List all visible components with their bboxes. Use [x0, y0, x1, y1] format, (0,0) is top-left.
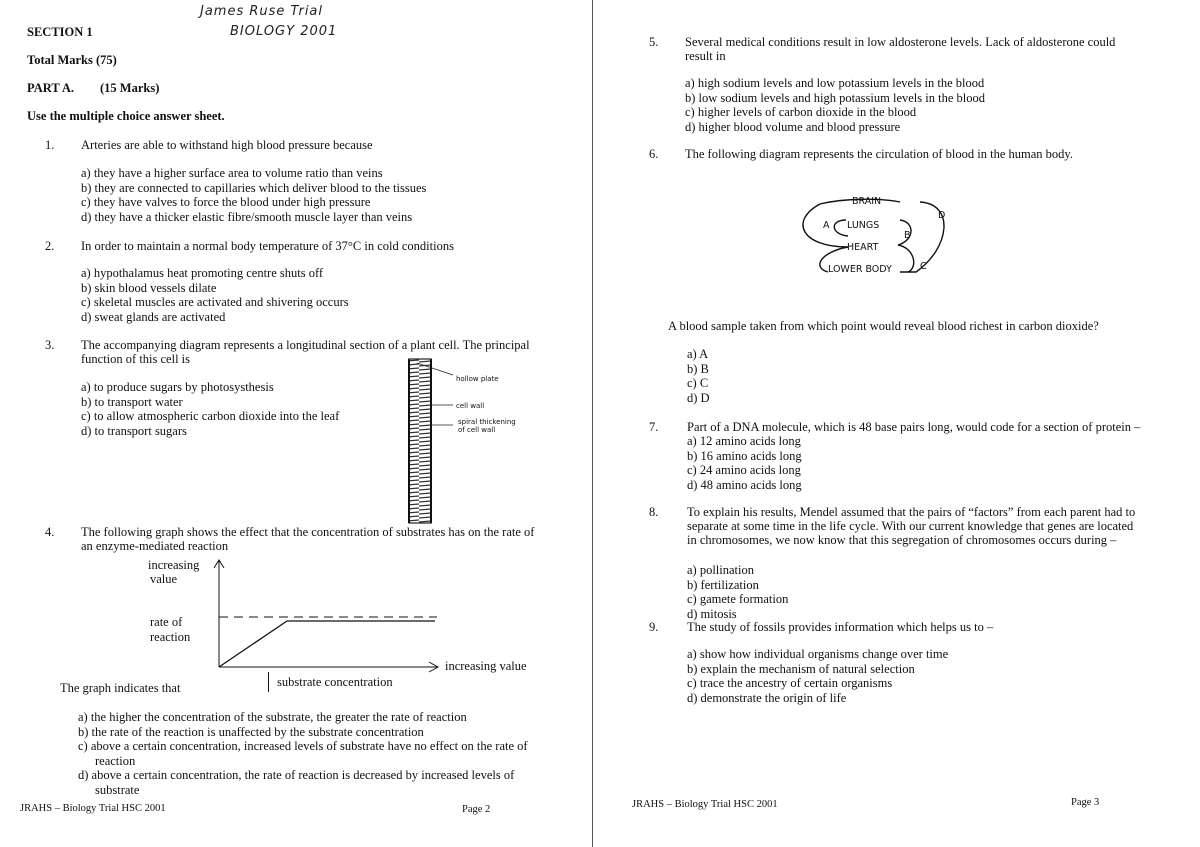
- q6-option-b: b) B: [687, 361, 709, 376]
- page-divider: [592, 0, 593, 847]
- q3-text-2: function of this cell is: [81, 352, 191, 366]
- part-marks: (15 Marks): [100, 81, 160, 95]
- graph-y-label-1: rate of: [150, 615, 183, 629]
- q2-option-b: b) skin blood vessels dilate: [81, 280, 217, 295]
- handwritten-title: James Ruse Trial: [200, 4, 324, 19]
- label-point-c: C: [920, 261, 927, 272]
- q8-options: [687, 563, 788, 621]
- q7-number: 7.: [649, 420, 659, 434]
- q4-option-c: c) above a certain concentration, increased levels of substrate have no effect on the rate of: [78, 739, 528, 753]
- q5-option-d: d) higher blood volume and blood pressure: [685, 119, 901, 134]
- label-brain: BRAIN: [852, 196, 882, 207]
- q4-option-c-cont: reaction: [95, 753, 136, 768]
- q3-number: 3.: [45, 338, 55, 352]
- q1-option-a: a) they have a higher surface area to volume ratio than veins: [81, 166, 383, 180]
- q2-option-d: d) sweat glands are activated: [81, 309, 226, 324]
- q8-text-1: To explain his results, Mendel assumed that the pairs of “factors” from each parent had to: [687, 505, 1136, 519]
- graph-y-top-2: value: [150, 572, 178, 586]
- q6-option-a: a) A: [687, 347, 709, 361]
- total-marks: Total Marks (75): [27, 53, 117, 67]
- q6-text: The following diagram represents the circulation of blood in the human body.: [685, 147, 1073, 161]
- q5-option-b: b) low sodium levels and high potassium levels in the blood: [685, 90, 985, 105]
- q9-option-b: b) explain the mechanism of natural selection: [687, 661, 915, 676]
- graph-indicates: The graph indicates that: [60, 681, 181, 695]
- q2-options: [81, 266, 349, 324]
- q5-option-a: a) high sodium levels and low potassium levels in the blood: [685, 76, 985, 90]
- label-point-d: D: [938, 210, 946, 221]
- q6-option-c: c) C: [687, 376, 709, 390]
- q4-option-a: a) the higher the concentration of the substrate, the greater the rate of reaction: [78, 710, 467, 724]
- enzyme-rate-graph: [205, 555, 445, 675]
- label-point-a: A: [823, 220, 830, 231]
- right-page-number: Page 3: [1071, 797, 1100, 808]
- q6-option-d: d) D: [687, 390, 710, 405]
- q4-number: 4.: [45, 525, 55, 539]
- q7-options: [687, 434, 802, 492]
- q1-options: [81, 166, 426, 224]
- left-page-number: Page 2: [462, 804, 491, 815]
- q2-option-a: a) hypothalamus heat promoting centre shuts off: [81, 266, 324, 280]
- graph-rate-curve: [219, 621, 435, 667]
- xylem-cell: [409, 359, 431, 523]
- q7-option-d: d) 48 amino acids long: [687, 477, 802, 492]
- graph-y-label-2: reaction: [150, 630, 191, 644]
- q4-option-d-cont: substrate: [95, 782, 140, 797]
- q2-option-c: c) skeletal muscles are activated and shivering occurs: [81, 295, 349, 309]
- q6-question: A blood sample taken from which point would reveal blood richest in carbon dioxide?: [668, 319, 1099, 333]
- q2-text: In order to maintain a normal body temperature of 37°C in cold conditions: [81, 239, 454, 253]
- q8-text-2: separate at some time in the life cycle. With our current knowledge that genes are located: [687, 519, 1134, 533]
- section-heading: SECTION 1: [27, 25, 93, 39]
- q4-text-2: an enzyme-mediated reaction: [81, 539, 229, 553]
- q8-number: 8.: [649, 505, 659, 519]
- q4-text-1: The following graph shows the effect that the concentration of substrates has on the rate of: [81, 525, 535, 539]
- q1-text: Arteries are able to withstand high blood pressure because: [81, 138, 373, 152]
- graph-y-top-1: increasing: [148, 558, 200, 572]
- label-spiral-1: spiral thickening: [458, 418, 516, 426]
- q3-options: [81, 380, 339, 438]
- label-heart: HEART: [847, 242, 879, 253]
- q6-options: [687, 347, 710, 405]
- q7-option-a: a) 12 amino acids long: [687, 434, 801, 448]
- label-point-b: B: [904, 230, 911, 241]
- graph-x-right-label: increasing value: [445, 659, 527, 673]
- q3-option-b: b) to transport water: [81, 394, 183, 409]
- right-footer: JRAHS – Biology Trial HSC 2001: [632, 799, 778, 810]
- q8-option-b: b) fertilization: [687, 577, 759, 592]
- q5-number: 5.: [649, 35, 659, 49]
- q1-number: 1.: [45, 138, 55, 152]
- q6-number: 6.: [649, 147, 659, 161]
- q4-option-b: b) the rate of the reaction is unaffected by the substrate concentration: [78, 724, 424, 739]
- q1-option-b: b) they are connected to capillaries which deliver blood to the tissues: [81, 180, 427, 195]
- q2-number: 2.: [45, 239, 55, 253]
- q7-option-b: b) 16 amino acids long: [687, 448, 802, 463]
- q9-option-c: c) trace the ancestry of certain organisms: [687, 676, 893, 690]
- q3-text-1: The accompanying diagram represents a longitudinal section of a plant cell. The principal: [81, 338, 530, 352]
- q9-text: The study of fossils provides information which helps us to –: [687, 620, 994, 634]
- label-cell-wall: cell wall: [456, 402, 485, 410]
- handwritten-subject: BIOLOGY 2001: [230, 24, 338, 39]
- q7-text: Part of a DNA molecule, which is 48 base pairs long, would code for a section of protein –: [687, 420, 1141, 434]
- part-heading: PART A.: [27, 81, 75, 95]
- q9-options: [687, 647, 948, 705]
- label-lungs: LUNGS: [847, 220, 880, 231]
- graph-x-label: substrate concentration: [277, 675, 393, 689]
- left-footer: JRAHS – Biology Trial HSC 2001: [20, 803, 166, 814]
- q8-option-d: d) mitosis: [687, 606, 737, 621]
- q1-option-c: c) they have valves to force the blood under high pressure: [81, 195, 371, 209]
- q9-option-d: d) demonstrate the origin of life: [687, 690, 847, 705]
- q9-number: 9.: [649, 620, 659, 634]
- q7-option-c: c) 24 amino acids long: [687, 463, 801, 477]
- q1-option-d: d) they have a thicker elastic fibre/smooth muscle layer than veins: [81, 209, 413, 224]
- q3-option-a: a) to produce sugars by photosysthesis: [81, 380, 274, 394]
- q5-options: [685, 76, 985, 134]
- q3-option-d: d) to transport sugars: [81, 423, 187, 438]
- q4-options: [78, 710, 528, 797]
- q8-text-3: in chromosomes, we now know that this segregation of chromosomes occurs during –: [687, 533, 1117, 547]
- q5-text-1: Several medical conditions result in low aldosterone levels. Lack of aldosterone could: [685, 35, 1116, 49]
- q4-option-d: d) above a certain concentration, the rate of reaction is decreased by increased levels of: [78, 768, 515, 782]
- q5-text-2: result in: [685, 49, 726, 63]
- label-spiral-2: of cell wall: [458, 426, 496, 434]
- graph-tick-mark: [268, 672, 269, 692]
- q8-option-c: c) gamete formation: [687, 592, 789, 606]
- instruction: Use the multiple choice answer sheet.: [27, 109, 225, 123]
- label-hollow-plate: hollow plate: [456, 375, 499, 383]
- q9-option-a: a) show how individual organisms change over time: [687, 647, 949, 661]
- q8-option-a: a) pollination: [687, 563, 754, 577]
- label-lower-body: LOWER BODY: [828, 264, 892, 275]
- q3-option-c: c) to allow atmospheric carbon dioxide into the leaf: [81, 409, 340, 423]
- q5-option-c: c) higher levels of carbon dioxide in the blood: [685, 105, 917, 119]
